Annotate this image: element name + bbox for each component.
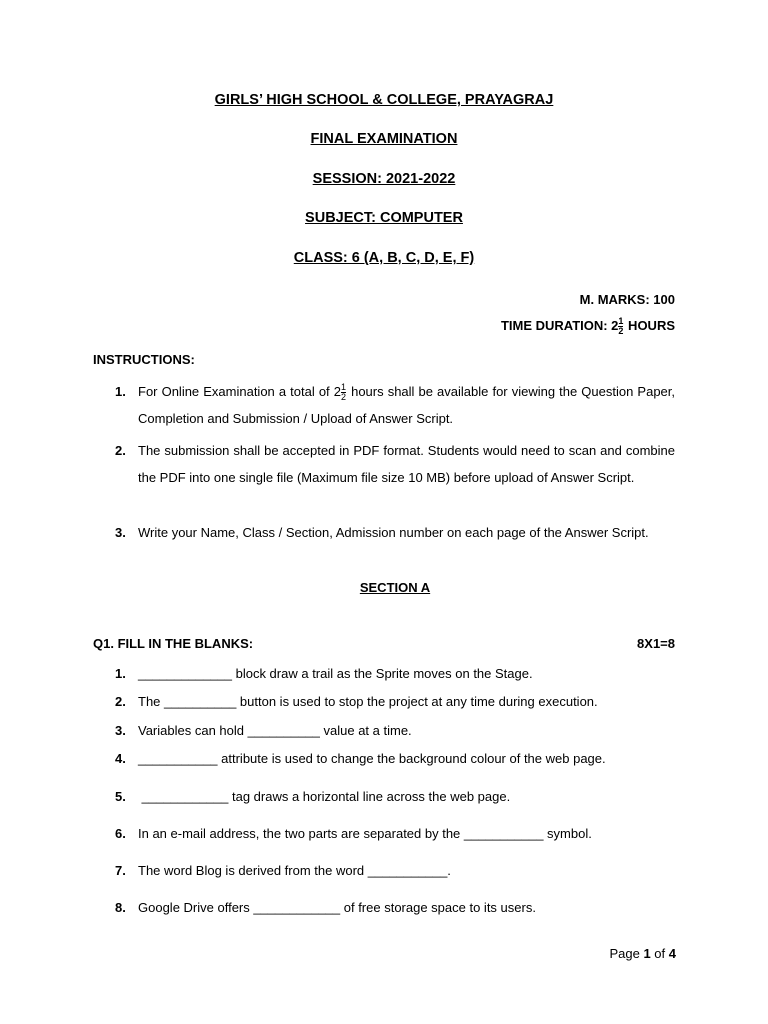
question-item <box>115 899 675 917</box>
instruction-fraction <box>341 383 346 402</box>
class-line: CLASS: 6 (A, B, C, D, E, F) <box>293 250 475 266</box>
time-duration <box>501 317 675 336</box>
question-number: 8. <box>115 900 126 915</box>
page-total: 4 <box>668 946 676 961</box>
question-text: The word Blog is derived from the word ___________. <box>138 863 451 878</box>
question-text: Variables can hold __________ value at a time. <box>138 723 412 738</box>
instruction-item <box>115 437 675 491</box>
question-text: In an e-mail address, the two parts are separated by the ___________ symbol. <box>138 826 592 841</box>
time-fraction-denominator: 2 <box>618 326 624 336</box>
subject-line: SUBJECT: COMPUTER <box>305 210 463 226</box>
time-duration-prefix: TIME DURATION: 2 <box>500 317 619 333</box>
time-duration-suffix: HOURS <box>624 317 675 333</box>
question-item <box>115 825 675 843</box>
instruction-text <box>138 378 675 432</box>
question-text: ____________ tag draws a horizontal line across the web page. <box>138 789 511 804</box>
question-text: Google Drive offers ____________ of free storage space to its users. <box>138 900 536 915</box>
max-marks: M. MARKS: 100 <box>579 292 675 307</box>
exam-title: FINAL EXAMINATION <box>310 131 458 147</box>
session-line: SESSION: 2021-2022 <box>312 171 456 187</box>
question-number: 4. <box>115 751 126 766</box>
instruction-item <box>115 378 675 432</box>
page-prefix: Page <box>609 946 644 961</box>
question-number: 7. <box>115 863 126 878</box>
page-current: 1 <box>643 946 651 961</box>
question-item <box>115 788 675 806</box>
question-number: 5. <box>115 789 126 804</box>
page-number <box>609 946 676 961</box>
section-a-title: SECTION A <box>359 580 431 595</box>
question-number: 3. <box>115 723 126 738</box>
instruction-text: The submission shall be accepted in PDF format. Students would need to scan and combine the PDF into one single file (Maximum file size 10 MB) before upload of Answer Script. <box>138 443 675 485</box>
instruction-item <box>115 519 675 546</box>
question-text: ___________ attribute is used to change the background colour of the web page. <box>138 751 606 766</box>
instruction-text: Write your Name, Class / Section, Admission number on each page of the Answer Script. <box>138 525 649 540</box>
instruction-number: 1. <box>115 384 126 399</box>
instruction-number: 3. <box>115 525 126 540</box>
instructions-heading: INSTRUCTIONS: <box>93 352 195 367</box>
instruction-fraction-numerator: 1 <box>341 382 347 393</box>
q1-heading: Q1. FILL IN THE BLANKS: <box>93 636 254 651</box>
question-item <box>115 693 675 711</box>
question-number: 1. <box>115 666 126 681</box>
instruction-number: 2. <box>115 443 126 458</box>
q1-marks: 8X1=8 <box>637 636 675 651</box>
question-item <box>115 750 675 768</box>
question-number: 6. <box>115 826 126 841</box>
instruction-fraction-denominator: 2 <box>341 392 347 403</box>
time-fraction-numerator: 1 <box>618 316 624 326</box>
question-item <box>115 722 675 740</box>
time-fraction <box>618 317 623 336</box>
page-of: of <box>650 946 669 961</box>
question-item <box>115 862 675 880</box>
school-name: GIRLS’ HIGH SCHOOL & COLLEGE, PRAYAGRAJ <box>214 92 554 108</box>
question-text: _____________ block draw a trail as the Sprite moves on the Stage. <box>138 666 533 681</box>
instruction-text-post: hours shall be available for viewing the Question Paper, Completion and Submission / Upload of Answer Script. <box>138 384 676 426</box>
question-text: The __________ button is used to stop the project at any time during execution. <box>138 694 598 709</box>
question-number: 2. <box>115 694 126 709</box>
instruction-text-pre: For Online Examination a total of 2 <box>138 384 341 399</box>
question-item <box>115 665 675 683</box>
